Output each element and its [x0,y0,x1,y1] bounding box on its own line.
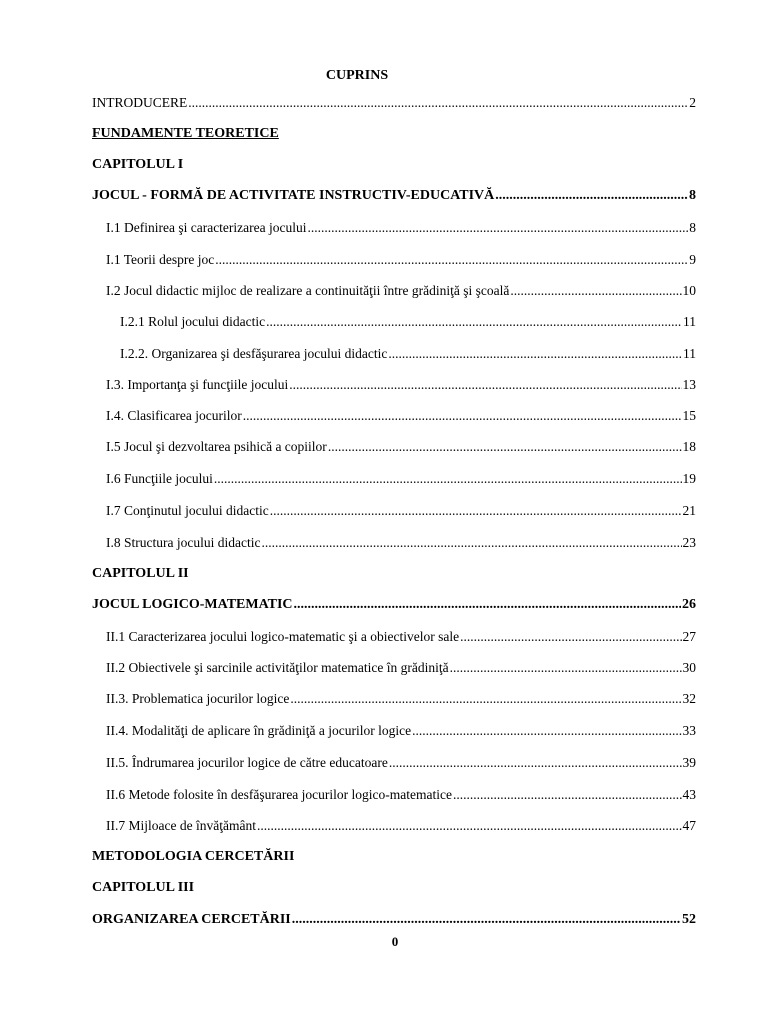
toc-entry[interactable] [106,377,696,393]
leader-dots [460,629,681,645]
chapter-heading-3: CAPITOLUL III [92,880,195,895]
toc-entry[interactable] [106,629,696,645]
toc-entry[interactable] [120,314,696,330]
toc-entry-chapter-1[interactable] [92,188,696,204]
toc-title: CUPRINS [325,68,389,83]
toc-entry[interactable] [106,439,696,455]
toc-entry[interactable] [106,471,696,487]
toc-entry-text: I.7 Conţinutul jocului didactic [106,503,269,518]
toc-entry-page: 32 [682,691,696,706]
page-number: 0 [391,934,399,949]
toc-entry-text: I.2.1 Rolul jocului didactic [120,314,266,329]
toc-entry-text: I.2 Jocul didactic mijloc de realizare a continuităţii între grădiniţă şi şcoală [106,283,510,298]
toc-entry-page: 15 [682,408,696,423]
toc-entry-page: 18 [682,439,696,454]
leader-dots [453,787,682,803]
toc-entry-page: 47 [682,818,696,833]
toc-entry-page: 43 [682,787,696,802]
leader-dots [328,439,682,455]
toc-entry[interactable] [106,535,696,551]
leader-dots [450,660,682,676]
toc-entry-introducere[interactable] [92,95,696,111]
toc-entry-page: 8 [689,220,696,235]
leader-dots [412,723,681,739]
toc-entry[interactable] [106,220,696,236]
chapter-heading-1: CAPITOLUL I [92,157,184,172]
toc-entry[interactable] [106,503,696,519]
section-heading-fundamente: FUNDAMENTE TEORETICE [92,126,279,141]
toc-entry-page: 21 [682,503,696,518]
leader-dots [290,691,681,707]
toc-entry-page: 30 [682,660,696,675]
toc-entry[interactable] [106,691,696,707]
toc-entry[interactable] [106,660,696,676]
toc-entry[interactable] [106,408,696,424]
leader-dots [495,188,688,204]
toc-entry[interactable] [106,252,696,268]
toc-entry-page: 52 [682,912,696,927]
leader-dots [510,283,681,299]
section-heading-metodologia: METODOLOGIA CERCETĂRII [92,849,295,864]
toc-entry-text: II.2 Obiectivele şi sarcinile activităţilor matematice în grădiniţă [106,660,449,675]
leader-dots [257,818,682,834]
leader-dots [388,346,682,362]
toc-entry-chapter-3[interactable] [92,912,696,928]
toc-entry[interactable] [120,346,696,362]
toc-entry-page: 19 [682,471,696,486]
leader-dots [292,912,681,928]
leader-dots [270,503,682,519]
toc-entry-text: I.6 Funcţiile jocului [106,471,213,486]
chapter-heading-2: CAPITOLUL II [92,566,189,581]
toc-entry-page: 39 [682,755,696,770]
leader-dots [308,220,689,236]
toc-entry-text: II.4. Modalităţi de aplicare în grădiniţă a jocurilor logice [106,723,412,738]
toc-entry-page: 27 [682,629,696,644]
toc-entry-chapter-2[interactable] [92,597,696,613]
leader-dots [289,377,681,393]
toc-entry-page: 23 [682,535,696,550]
leader-dots [294,597,681,613]
leader-dots [188,95,688,111]
toc-entry[interactable] [106,755,696,771]
leader-dots [261,535,681,551]
toc-entry-text: ORGANIZAREA CERCETĂRII [92,912,291,927]
toc-entry[interactable] [106,283,696,299]
toc-entry-text: II.7 Mijloace de învăţământ [106,818,256,833]
toc-entry-page: 8 [689,188,696,203]
toc-entry-page: 26 [682,597,696,612]
toc-entry-text: I.3. Importanţa şi funcţiile jocului [106,377,289,392]
toc-entry-page: 33 [682,723,696,738]
leader-dots [389,755,682,771]
leader-dots [266,314,682,330]
toc-entry[interactable] [106,723,696,739]
toc-entry-text: I.5 Jocul şi dezvoltarea psihică a copiilor [106,439,327,454]
leader-dots [214,471,682,487]
toc-entry-text: INTRODUCERE [92,95,188,110]
toc-entry-page: 11 [683,346,696,361]
toc-entry-text: II.1 Caracterizarea jocului logico-matematic şi a obiectivelor sale [106,629,460,644]
toc-entry-text: I.1 Teorii despre joc [106,252,215,267]
leader-dots [215,252,688,268]
toc-entry[interactable] [106,818,696,834]
toc-entry-text: JOCUL - FORMĂ DE ACTIVITATE INSTRUCTIV-EDUCATIVĂ [92,188,495,203]
toc-entry-page: 2 [689,95,696,110]
toc-entry-text: II.6 Metode folosite în desfăşurarea jocurilor logico-matematice [106,787,452,802]
toc-entry-text: I.2.2. Organizarea şi desfăşurarea jocului didactic [120,346,388,361]
toc-entry-page: 9 [689,252,696,267]
toc-entry-text: II.3. Problematica jocurilor logice [106,691,290,706]
leader-dots [243,408,682,424]
toc-entry-text: I.8 Structura jocului didactic [106,535,261,550]
toc-entry-page: 10 [682,283,696,298]
toc-entry-text: II.5. Îndrumarea jocurilor logice de către educatoare [106,755,388,770]
toc-entry[interactable] [106,787,696,803]
toc-entry-text: I.1 Definirea şi caracterizarea jocului [106,220,307,235]
toc-entry-page: 11 [683,314,696,329]
toc-entry-text: I.4. Clasificarea jocurilor [106,408,242,423]
toc-entry-page: 13 [682,377,696,392]
toc-entry-text: JOCUL LOGICO-MATEMATIC [92,597,293,612]
